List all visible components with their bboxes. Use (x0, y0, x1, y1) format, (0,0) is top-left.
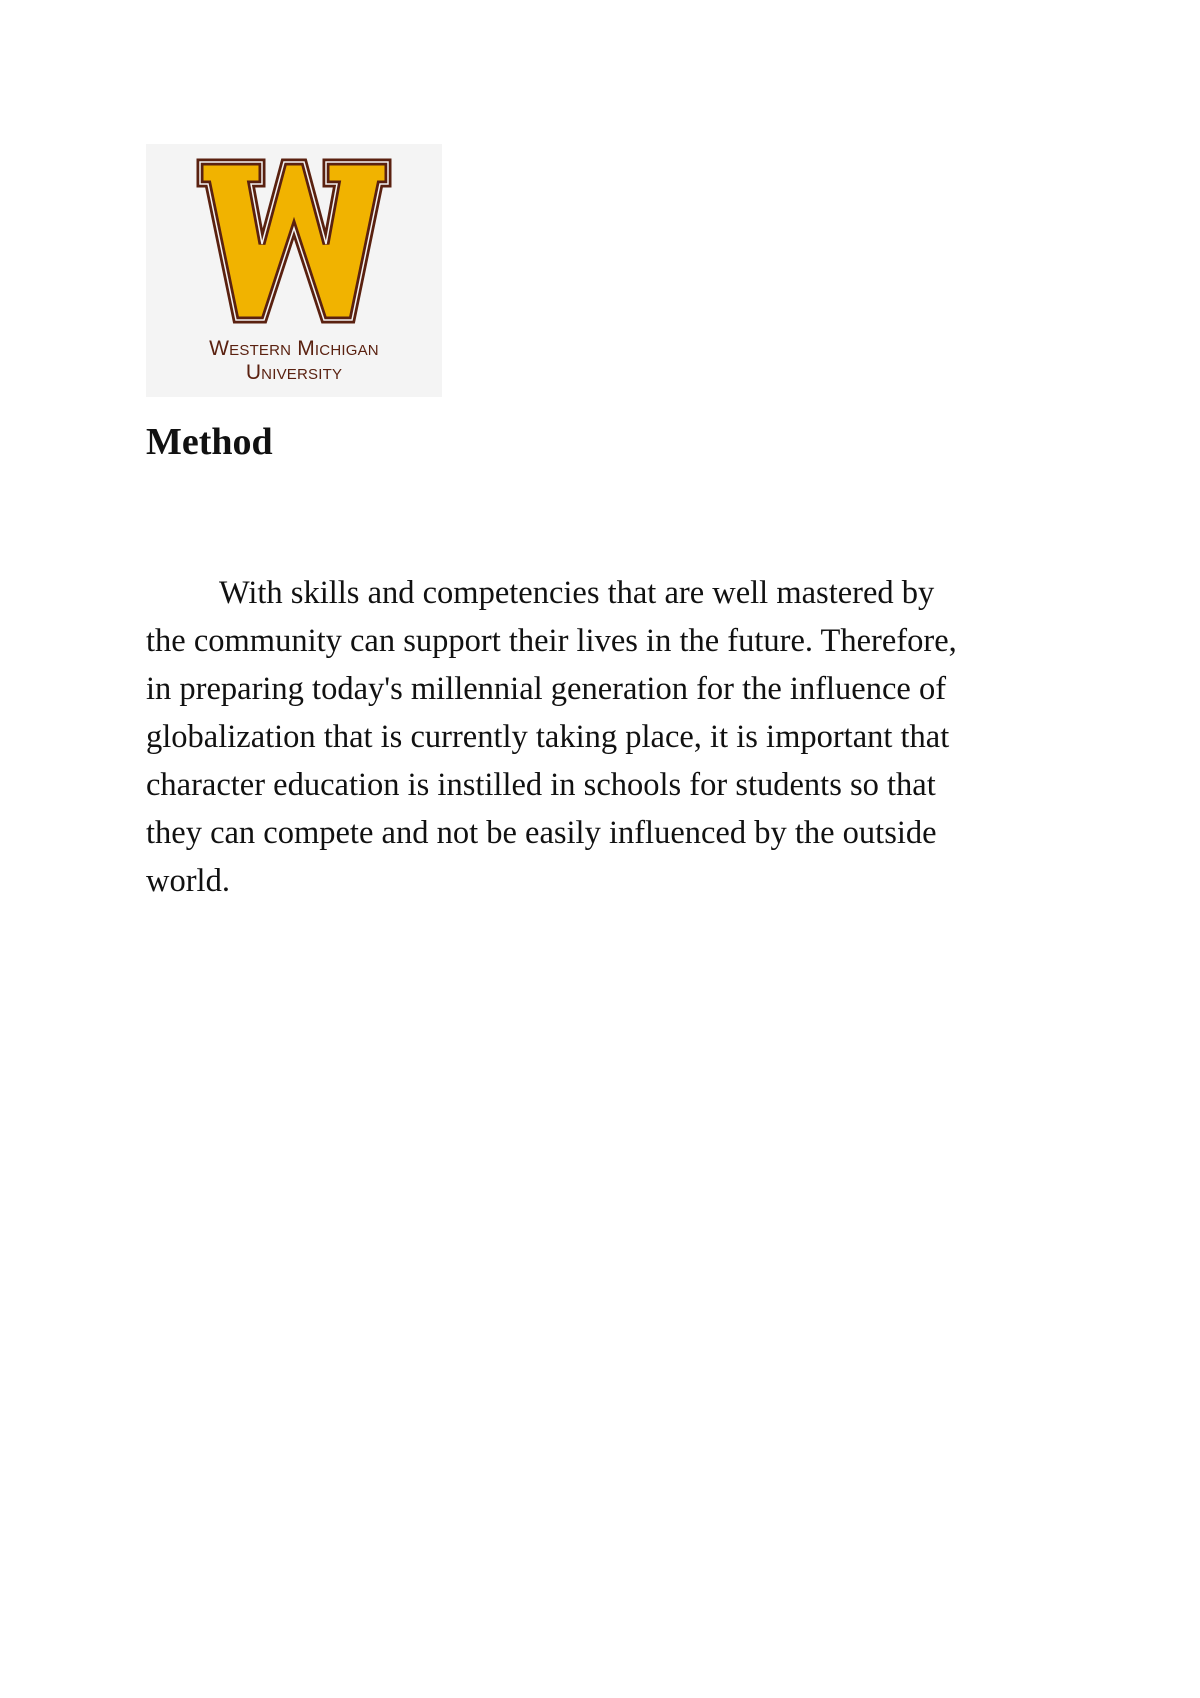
section-heading: Method (146, 421, 273, 463)
paragraph-line: they can compete and not be easily influenced by the outside (146, 815, 937, 851)
university-logo (146, 144, 442, 397)
paragraph-line: globalization that is currently taking place, it is important that (146, 719, 950, 755)
paragraph-line: the community can support their lives in the future. Therefore, (146, 623, 957, 659)
logo-line-university: University (245, 361, 343, 384)
paragraph-line: With skills and competencies that are well mastered by (219, 575, 935, 611)
paragraph-line: character education is instilled in schools for students so that (146, 767, 936, 803)
paragraph-line: world. (146, 863, 230, 899)
paragraph-line: in preparing today's millennial generation for the influence of (146, 671, 947, 707)
body-paragraph (146, 569, 1076, 905)
logo-line-western-michigan: Western Michigan (209, 337, 379, 360)
